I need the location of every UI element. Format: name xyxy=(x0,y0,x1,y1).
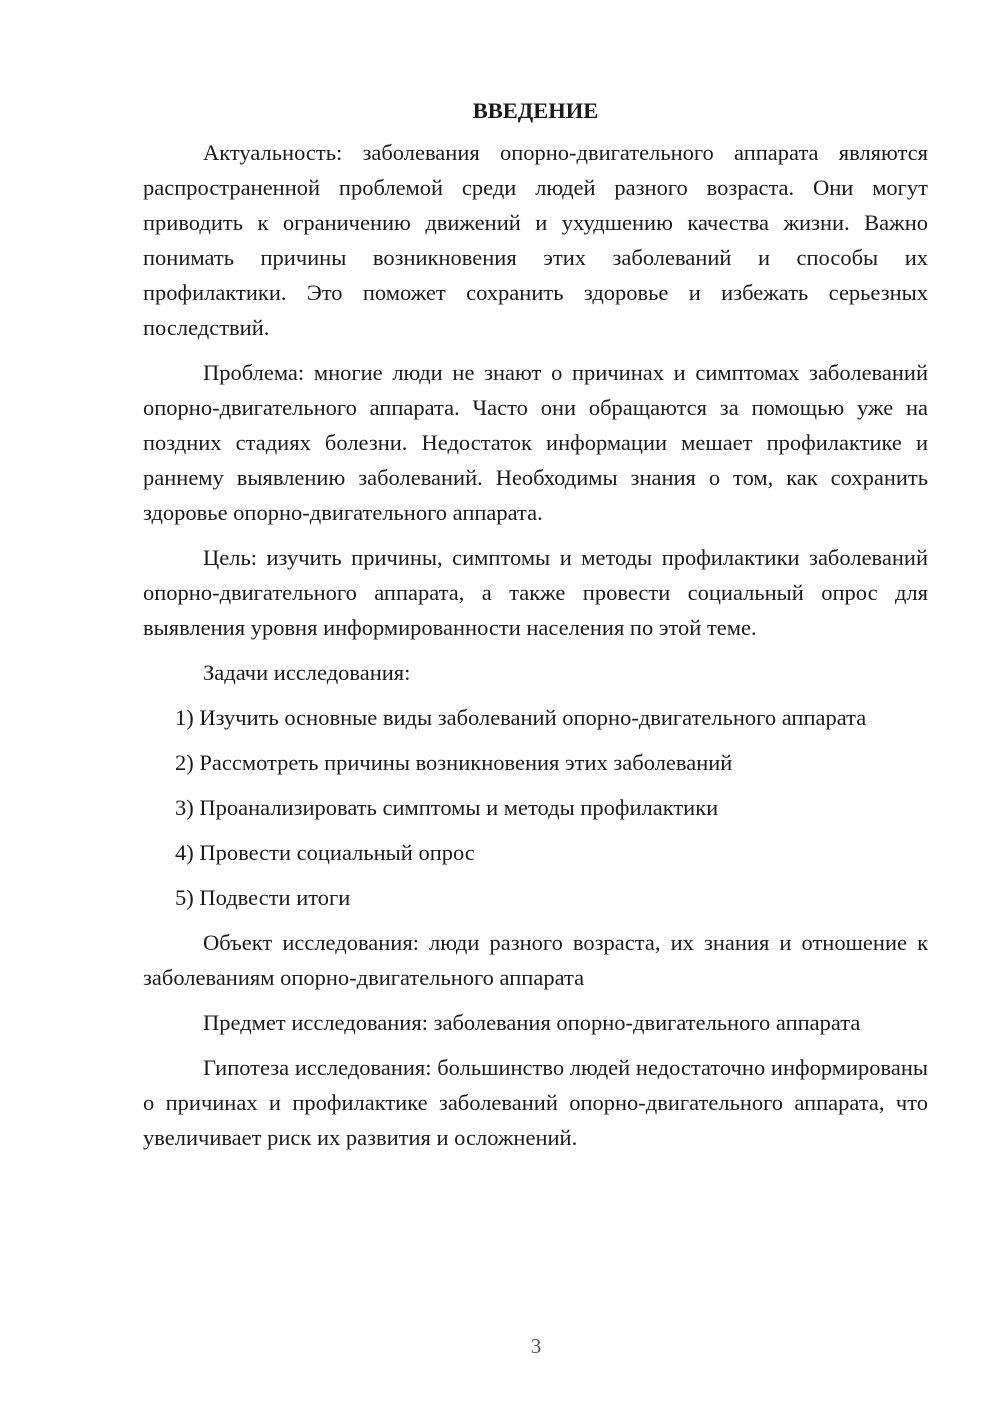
goal-paragraph: Цель: изучить причины, симптомы и методы профилактики заболеваний опорно-двигательного аппарата, а также провести социальный опрос для выявления уровня информированности населения по этой теме. xyxy=(143,545,928,640)
task-item: 3) Проанализировать симптомы и методы профилактики xyxy=(175,795,719,820)
section-title: ВВЕДЕНИЕ xyxy=(472,98,599,123)
task-item: 4) Провести социальный опрос xyxy=(175,840,475,865)
task-item: 2) Рассмотреть причины возникновения этих заболеваний xyxy=(175,750,733,775)
task-item: 1) Изучить основные виды заболеваний опорно-двигательного аппарата xyxy=(175,705,867,730)
research-subject-paragraph: Предмет исследования: заболевания опорно-двигательного аппарата xyxy=(203,1010,861,1035)
document-body xyxy=(143,96,928,1165)
research-object-paragraph: Объект исследования: люди разного возраста, их знания и отношение к заболеваниям опорно-двигательного аппарата xyxy=(143,930,928,990)
hypothesis-paragraph: Гипотеза исследования: большинство людей недостаточно информированы о причинах и профилактике заболеваний опорно-двигательного аппарата, что увеличивает риск их развития и осложнений. xyxy=(143,1055,928,1150)
page-number: 3 xyxy=(530,1334,542,1358)
relevance-paragraph: Актуальность: заболевания опорно-двигательного аппарата являются распространенной проблемой среди людей разного возраста. Они могут приводить к ограничению движений и ухудшению качества жизни. Важно понимать причины возникновения этих заболеваний и способы их профилактики. Это поможет сохранить здоровье и избежать серьезных последствий. xyxy=(143,140,928,340)
tasks-heading: Задачи исследования: xyxy=(203,660,411,685)
problem-paragraph: Проблема: многие люди не знают о причинах и симптомах заболеваний опорно-двигательного аппарата. Часто они обращаются за помощью уже на поздних стадиях болезни. Недостаток информации мешает профилактике и раннему выявлению заболеваний. Необходимы знания о том, как сохранить здоровье опорно-двигательного аппарата. xyxy=(143,360,928,525)
task-item: 5) Подвести итоги xyxy=(175,885,351,910)
